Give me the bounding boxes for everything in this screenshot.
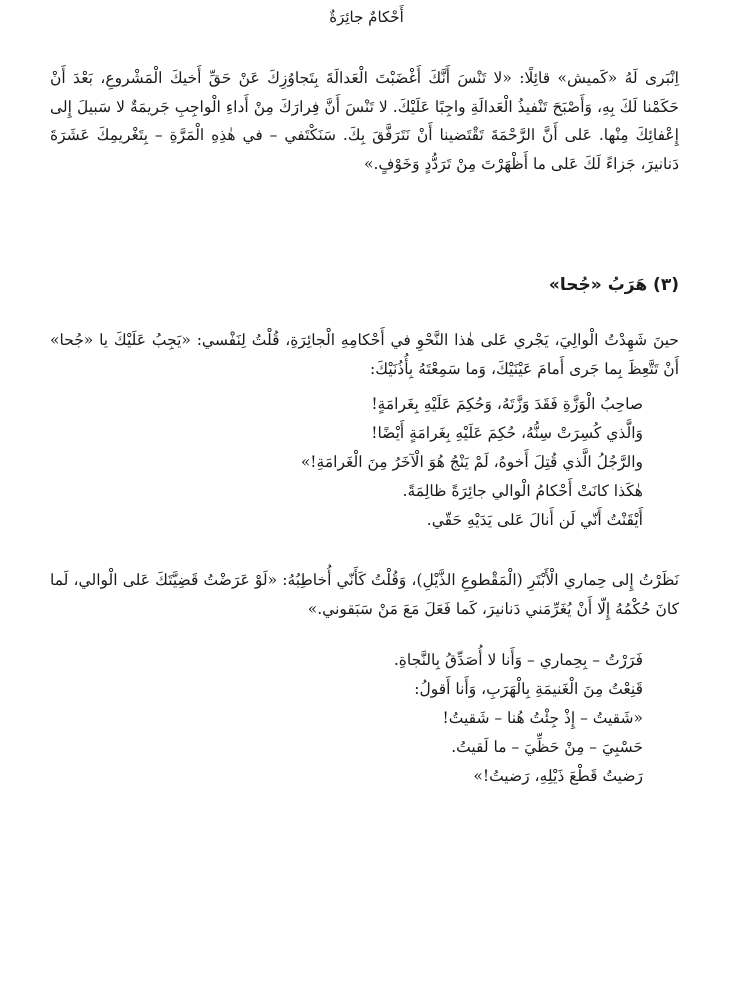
verse-line: صاحِبُ الْوَزَّةِ فَقَدَ وَزَّتَهُ، وَحُكِمَ عَلَيْهِ بِغَرامَةٍ! (371, 395, 643, 413)
paragraph-kamish-verdict: اِنْبَرى لَهُ «كَميش» قائِلًا: «لا تَنْسَ أَنَّكَ أَغْضَبْتَ الْعَدالَةَ بِتَجاوُزِكَ عَنْ حَقِّ أَخيكَ الْمَشْروعِ، بَعْدَ أَنْ حَكَمْنا لَكَ بِهِ، وَأَصْبَحَ تَنْفيذُ الْعَدالَةِ واجِبًا عَلَيْكَ. لا تَنْسَ أَنَّ فِرارَكَ مِنْ أَداءِ الْواجِبِ جَريمَةٌ لا سَبيلَ إِلى إِعْفائِكَ مِنْها. عَلى أَنَّ الرَّحْمَةَ تَقْتَضينا أَنْ نَتَرَفَّقَ بِكَ. سَنَكْتَفي – في هٰذِهِ الْمَرَّةِ – بِتَغْريمِكَ عَشَرَةَ دَنانيرَ، جَزاءً لَكَ عَلى ما أَظْهَرْتَ مِنْ تَرَدُّدٍ وَخَوْفٍ.» (50, 69, 679, 173)
verse-line: أَيْقَنْتُ أَنّي لَن أَنالَ عَلى يَدَيْهِ حَقّي. (426, 511, 643, 529)
verse-line: «شَقيتُ – إِذْ جِئْتُ هُنا – شَقيتُ! (442, 709, 643, 727)
section-heading: (٣) هَرَبُ «جُحا» (548, 275, 679, 295)
verse-line: قَنِعْتُ مِنَ الْغَنيمَةِ بِالْهَرَبِ، وَأَنا أَقولُ: (414, 680, 643, 698)
verse-line: فَرَرْتُ – بِحِماري – وَأَنا لا أُصَدِّقُ بِالنَّجاةِ. (393, 651, 643, 669)
verse-list-verdicts (50, 390, 643, 535)
verse-line: رَضيتُ قَطْعَ ذَيْلِهِ، رَضيتُ!» (473, 767, 643, 785)
verse-line: حَسْبِيَ – مِنْ حَظِّيَ – ما لَقيتُ. (451, 738, 643, 756)
verse-line: هٰكَذا كانَتْ أَحْكامُ الْوالي جائِرَةً ظالِمَةً. (402, 482, 643, 500)
paragraph-donkey: نَظَرْتُ إِلى حِماري الْأَبْتَرِ (الْمَقْطوعِ الذَّيْلِ)، وَقُلْتُ كَأَنّي أُخاطِبُهُ: «لَوْ عَرَضْتُ قَضِيَّتَكَ عَلى الْوالي، لَما كانَ حُكْمُهُ إِلّا أَنْ يُغَرِّمَني دَنانيرَ، كَما فَعَلَ مَعَ مَنْ سَبَقوني.» (50, 571, 679, 618)
verse-line: وَالَّذي كُسِرَتْ سِنُّهُ، حُكِمَ عَلَيْهِ بِغَرامَةٍ أَيْضًا! (371, 424, 643, 442)
verse-list-escape (50, 646, 643, 791)
paragraph-juha-reflection: حينَ شَهِدْتُ الْوالِيَ، يَجْري عَلى هٰذا النَّحْوِ في أَحْكامِهِ الْجائِرَةِ، قُلْتُ لِنَفْسي: «يَجِبُ عَلَيْكَ يا «جُحا» أَنْ تَتَّعِظَ بِما جَرى أَمامَ عَيْنَيْكَ، وَما سَمِعْتَهُ بِأُذُنَيْكَ: (50, 331, 679, 378)
running-head: أَحْكامٌ جائِرَةٌ (329, 8, 404, 26)
verse-line: والرَّجُلُ الَّذي قُتِلَ أَخوهُ، لَمْ يَنْجُ هُوَ الْآخَرُ مِنَ الْغَرامَةِ!» (300, 453, 643, 471)
